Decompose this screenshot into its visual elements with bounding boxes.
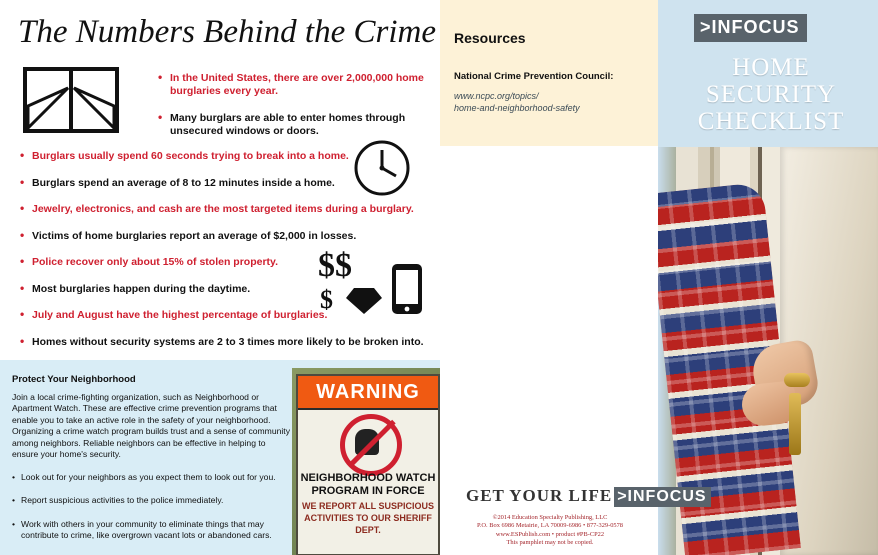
resources-panel xyxy=(440,0,658,146)
tagline-brand-text: INFOCUS xyxy=(627,488,707,505)
infocus-logo xyxy=(694,14,807,42)
list-item: • Report suspicious activities to the police immediately. xyxy=(12,495,302,506)
page-title: The Numbers Behind the Crime xyxy=(18,14,436,50)
svg-text:$: $ xyxy=(320,285,333,314)
sign-banner: WARNING xyxy=(298,376,438,410)
cover-title-line2: SECURITY xyxy=(705,81,837,108)
copy-notice: This pamphlet may not be copied. xyxy=(506,539,594,547)
fact-item: • Jewelry, electronics, and cash are the most targeted items during a burglary. xyxy=(20,203,452,216)
address: P.O. Box 6986 Metairie, LA 70009-6986 • 877-329-0578 xyxy=(476,522,623,530)
sign-line2 xyxy=(298,500,438,536)
resources-title: Resources xyxy=(454,30,526,46)
logo-chevron-icon: > xyxy=(700,17,712,37)
sign-face xyxy=(296,374,440,555)
fact-item: • Burglars usually spend 60 seconds trying to break into a home. xyxy=(20,150,452,163)
door-lock-plate xyxy=(789,393,801,455)
window-icon xyxy=(22,66,120,134)
neighborhood-watch-sign xyxy=(292,368,440,555)
fact-item: • Many burglars are able to enter homes through unsecured windows or doors. xyxy=(158,112,460,138)
footer-panel xyxy=(440,360,707,555)
resources-link[interactable] xyxy=(454,90,654,114)
money-diamond-phone-icon xyxy=(318,248,433,316)
neighborhood-title: Protect Your Neighborhood xyxy=(12,374,136,385)
logo-text: INFOCUS xyxy=(711,17,800,37)
svg-text:$$: $$ xyxy=(318,248,352,284)
fact-item: • In the United States, there are over 2,000,000 home burglaries every year. xyxy=(158,72,460,98)
cover-title xyxy=(666,54,876,135)
no-burglar-icon xyxy=(340,414,402,476)
neighborhood-list xyxy=(12,472,302,554)
fact-item: • Burglars spend an average of 8 to 12 minutes inside a home. xyxy=(20,177,362,190)
fact-item: • July and August have the highest percentage of burglaries. xyxy=(20,309,362,322)
cover-title-line3: CHECKLIST xyxy=(697,108,845,135)
resources-org: National Crime Prevention Council: xyxy=(454,71,614,82)
cover-panel xyxy=(658,0,878,555)
tagline-brand xyxy=(614,487,710,507)
tagline-chevron-icon: > xyxy=(617,488,628,505)
sign-text-1: NEIGHBORHOOD WATCH xyxy=(300,472,436,484)
resources-link-line2: home-and-neighborhood-safety xyxy=(454,103,580,113)
fact-item: • Homes without security systems are 2 to 3 times more likely to be broken into. xyxy=(20,336,452,349)
list-item: • Work with others in your community to eliminate things that may contribute to crime, like overgrown vacant lots or abandoned cars. xyxy=(12,519,302,542)
sign-text-3: WE REPORT ALL SUSPICIOUS xyxy=(301,501,434,511)
sign-text-2: PROGRAM IN FORCE xyxy=(311,485,425,497)
copyright: ©2014 Education Specialty Publishing, LLC xyxy=(492,514,608,521)
sign-line1 xyxy=(298,472,438,498)
fact-item: • Most burglaries happen during the daytime. xyxy=(20,283,332,296)
fact-item: • Police recover only about 15% of stolen property. xyxy=(20,256,332,269)
tagline-text: GET YOUR LIFE xyxy=(466,486,613,505)
list-item: • Look out for your neighbors as you expect them to look out for you. xyxy=(12,472,302,483)
neighborhood-body: Join a local crime-fighting organization, such as Neighborhood or Apartment Watch. These are effective crime prevention programs that enable you to take an active role in the safety of your neighborhood. Organizing a crime watch program builds trust and a sense of community among neighbors. Reliable neighbors can be effective in helping to ensure your home's security. xyxy=(12,392,290,460)
footer-fineprint xyxy=(450,514,650,548)
fact-item: • Victims of home burglaries report an average of $2,000 in losses. xyxy=(20,230,452,243)
stats-panel xyxy=(0,0,440,360)
doorknob-icon xyxy=(784,373,810,387)
middle-spacer xyxy=(440,146,658,360)
sign-text-4: ACTIVITIES TO OUR SHERIFF DEPT. xyxy=(304,513,432,535)
cover-title-line1: HOME xyxy=(732,54,810,81)
footer-tagline xyxy=(466,486,711,506)
resources-link-line1: www.ncpc.org/topics/ xyxy=(454,91,539,101)
website: www.ESPublish.com • product #PB-CP22 xyxy=(495,530,605,538)
